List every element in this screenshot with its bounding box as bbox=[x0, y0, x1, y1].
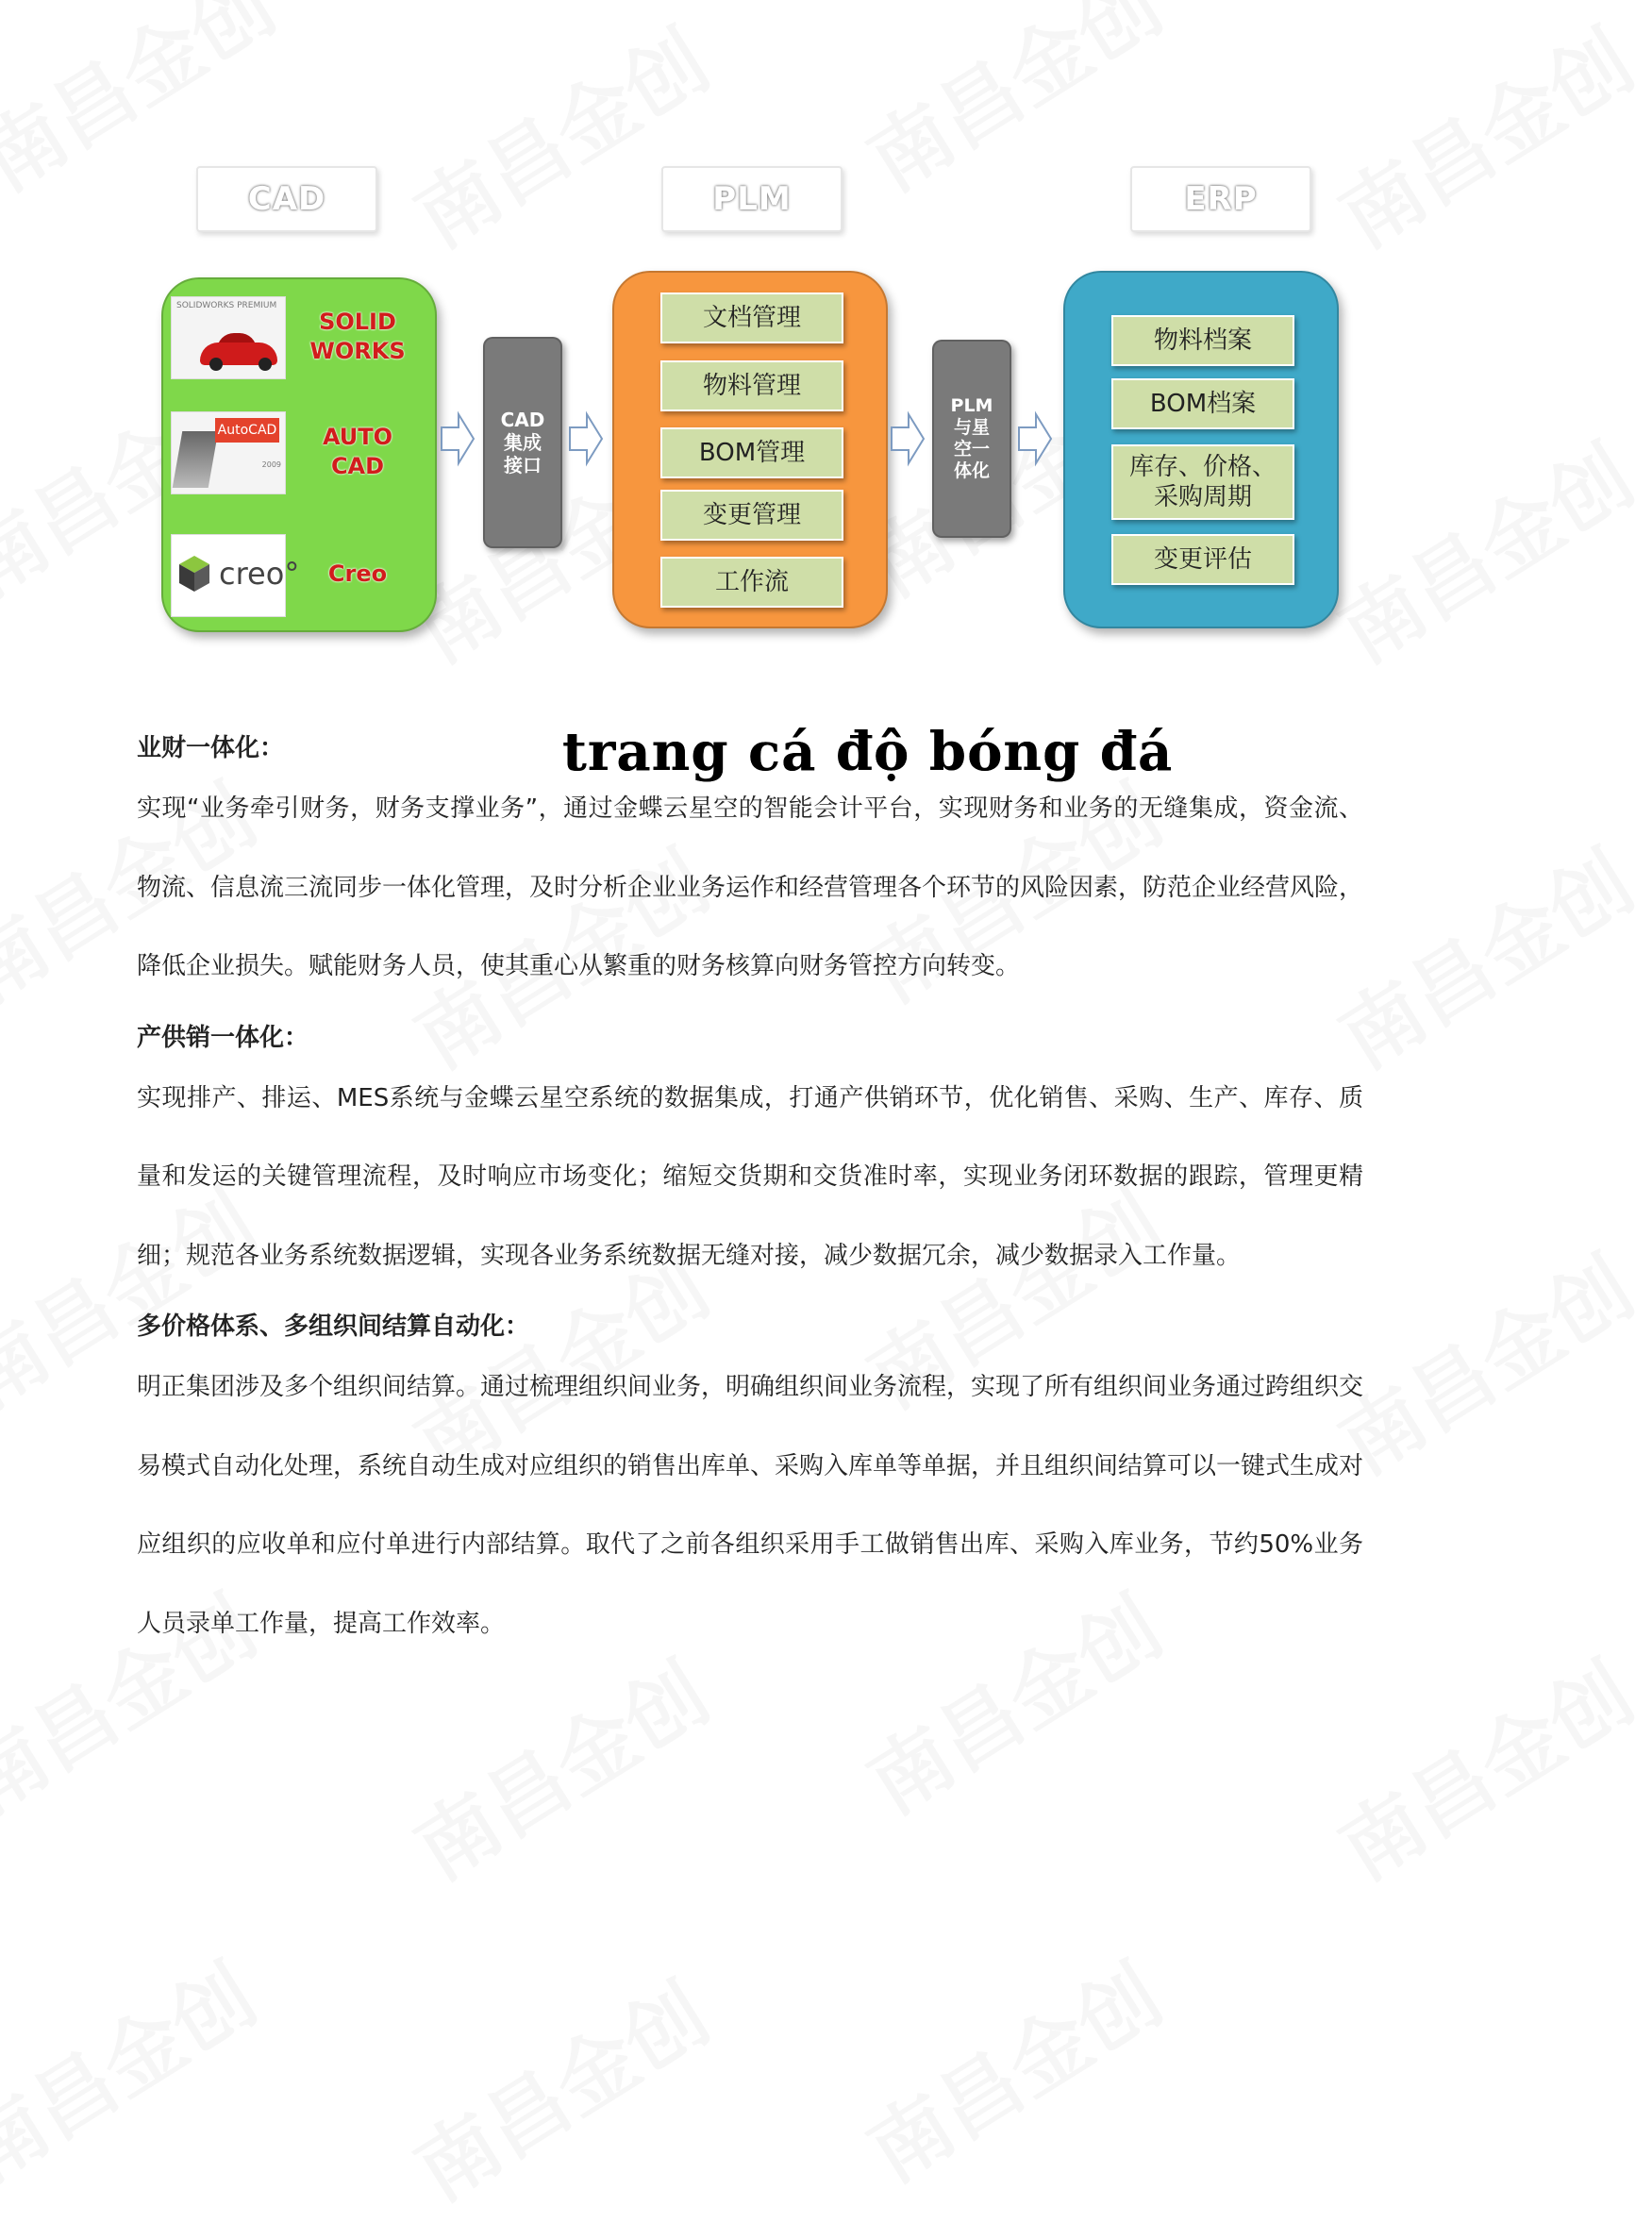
solidworks-label: SOLID WORKS bbox=[309, 308, 406, 364]
car-wheel-shape bbox=[209, 358, 223, 371]
watermark-text bbox=[390, 1951, 726, 2222]
arrow-right-icon bbox=[1017, 410, 1053, 467]
autocad-logo-year: 2009 bbox=[261, 460, 281, 469]
arrow-right-icon bbox=[890, 410, 926, 467]
plm-item-workflow: 工作流 bbox=[660, 557, 843, 608]
watermark-text bbox=[0, 1932, 275, 2203]
arrow-right-icon bbox=[440, 410, 476, 467]
creo-logo-caption: creo° bbox=[219, 556, 300, 592]
section-supply-integration bbox=[137, 1016, 1363, 1296]
document-body bbox=[137, 727, 1363, 1673]
column-label-erp: ERP bbox=[1130, 166, 1311, 232]
watermark-text bbox=[1314, 1630, 1651, 1901]
cad-panel bbox=[161, 277, 437, 632]
section-paragraph: 明正集团涉及多个组织间结算。通过梳理组织间业务，明确组织间业务流程，实现了所有组织间业务通过跨组织交易模式自动化处理，系统自动生成对应组织的销售出库单、采购入库单等单据，并且组织间结算可以一键式生成对应组织的应收单和应付单进行内部结算。取代了之前各组织采用手工做销售出库、采购入库业务，节约50%业务人员录单工作量，提高工作效率。 bbox=[137, 1373, 1364, 1638]
autocad-figure-shape bbox=[173, 431, 219, 488]
cad-plm-erp-diagram bbox=[0, 0, 1497, 660]
watermark-text bbox=[1314, 1225, 1651, 1496]
erp-item-material-archive: 物料档案 bbox=[1111, 315, 1294, 366]
cad-software-creo bbox=[171, 534, 426, 619]
car-wheel-shape bbox=[259, 358, 272, 371]
section-heading: 产供销一体化： bbox=[137, 1023, 309, 1052]
watermark-text bbox=[843, 1932, 1179, 2203]
plm-item-change: 变更管理 bbox=[660, 490, 843, 541]
cad-software-autocad bbox=[171, 411, 426, 496]
erp-item-change-evaluation: 变更评估 bbox=[1111, 534, 1294, 585]
cad-integration-connector bbox=[483, 337, 562, 548]
plm-item-material: 物料管理 bbox=[660, 360, 843, 411]
arrow-right-icon bbox=[568, 410, 604, 467]
cad-integration-label: CAD 集成 接口 bbox=[500, 409, 545, 476]
section-heading: 业财一体化： bbox=[137, 734, 285, 762]
overlay-banner-text: trang cá độ bóng đá bbox=[562, 721, 1174, 783]
plm-item-document: 文档管理 bbox=[660, 292, 843, 343]
section-paragraph: 实现“业务牵引财务，财务支撑业务”，通过金蝶云星空的智能会计平台，实现财务和业务的无缝集成，资金流、物流、信息流三流同步一体化管理，及时分析企业业务运作和经营管理各个环节的风险因素，防范企业经营风险，降低企业损失。赋能财务人员，使其重心从繁重的财务核算向财务管控方向转变。 bbox=[137, 794, 1364, 980]
section-heading: 多价格体系、多组织间结算自动化： bbox=[137, 1312, 530, 1341]
column-label-cad: CAD bbox=[196, 166, 377, 232]
autocad-logo-caption: AutoCAD bbox=[215, 418, 279, 443]
plm-erp-label: PLM 与星 空一 体化 bbox=[950, 395, 993, 481]
section-paragraph: 实现排产、排运、MES系统与金蝶云星空系统的数据集成，打通产供销环节，优化销售、采购、生产、库存、质量和发运的关键管理流程，及时响应市场变化；缩短交货期和交货准时率，实现业务闭环数据的跟踪，管理更精细；规范各业务系统数据逻辑，实现各业务系统数据无缝对接，减少数据冗余，减少数据录入工作量。 bbox=[137, 1083, 1363, 1270]
erp-item-bom-archive: BOM档案 bbox=[1111, 378, 1294, 429]
erp-item-inventory-price: 库存、价格、 采购周期 bbox=[1111, 444, 1294, 520]
solidworks-logo-caption: SOLIDWORKS PREMIUM bbox=[176, 301, 277, 310]
column-label-plm: PLM bbox=[661, 166, 843, 232]
creo-logo bbox=[171, 534, 300, 617]
autocad-label: AUTO CAD bbox=[322, 423, 393, 479]
section-settlement-automation bbox=[137, 1305, 1363, 1663]
plm-item-bom: BOM管理 bbox=[660, 427, 843, 478]
erp-panel bbox=[1063, 271, 1339, 628]
cad-software-solidworks bbox=[171, 296, 426, 381]
solidworks-logo bbox=[171, 296, 286, 379]
autocad-logo bbox=[171, 411, 286, 494]
watermark-text bbox=[1314, 819, 1651, 1090]
plm-erp-connector bbox=[932, 340, 1011, 538]
plm-panel bbox=[612, 271, 888, 628]
creo-cube-icon bbox=[177, 554, 211, 593]
creo-label: Creo bbox=[327, 560, 388, 588]
